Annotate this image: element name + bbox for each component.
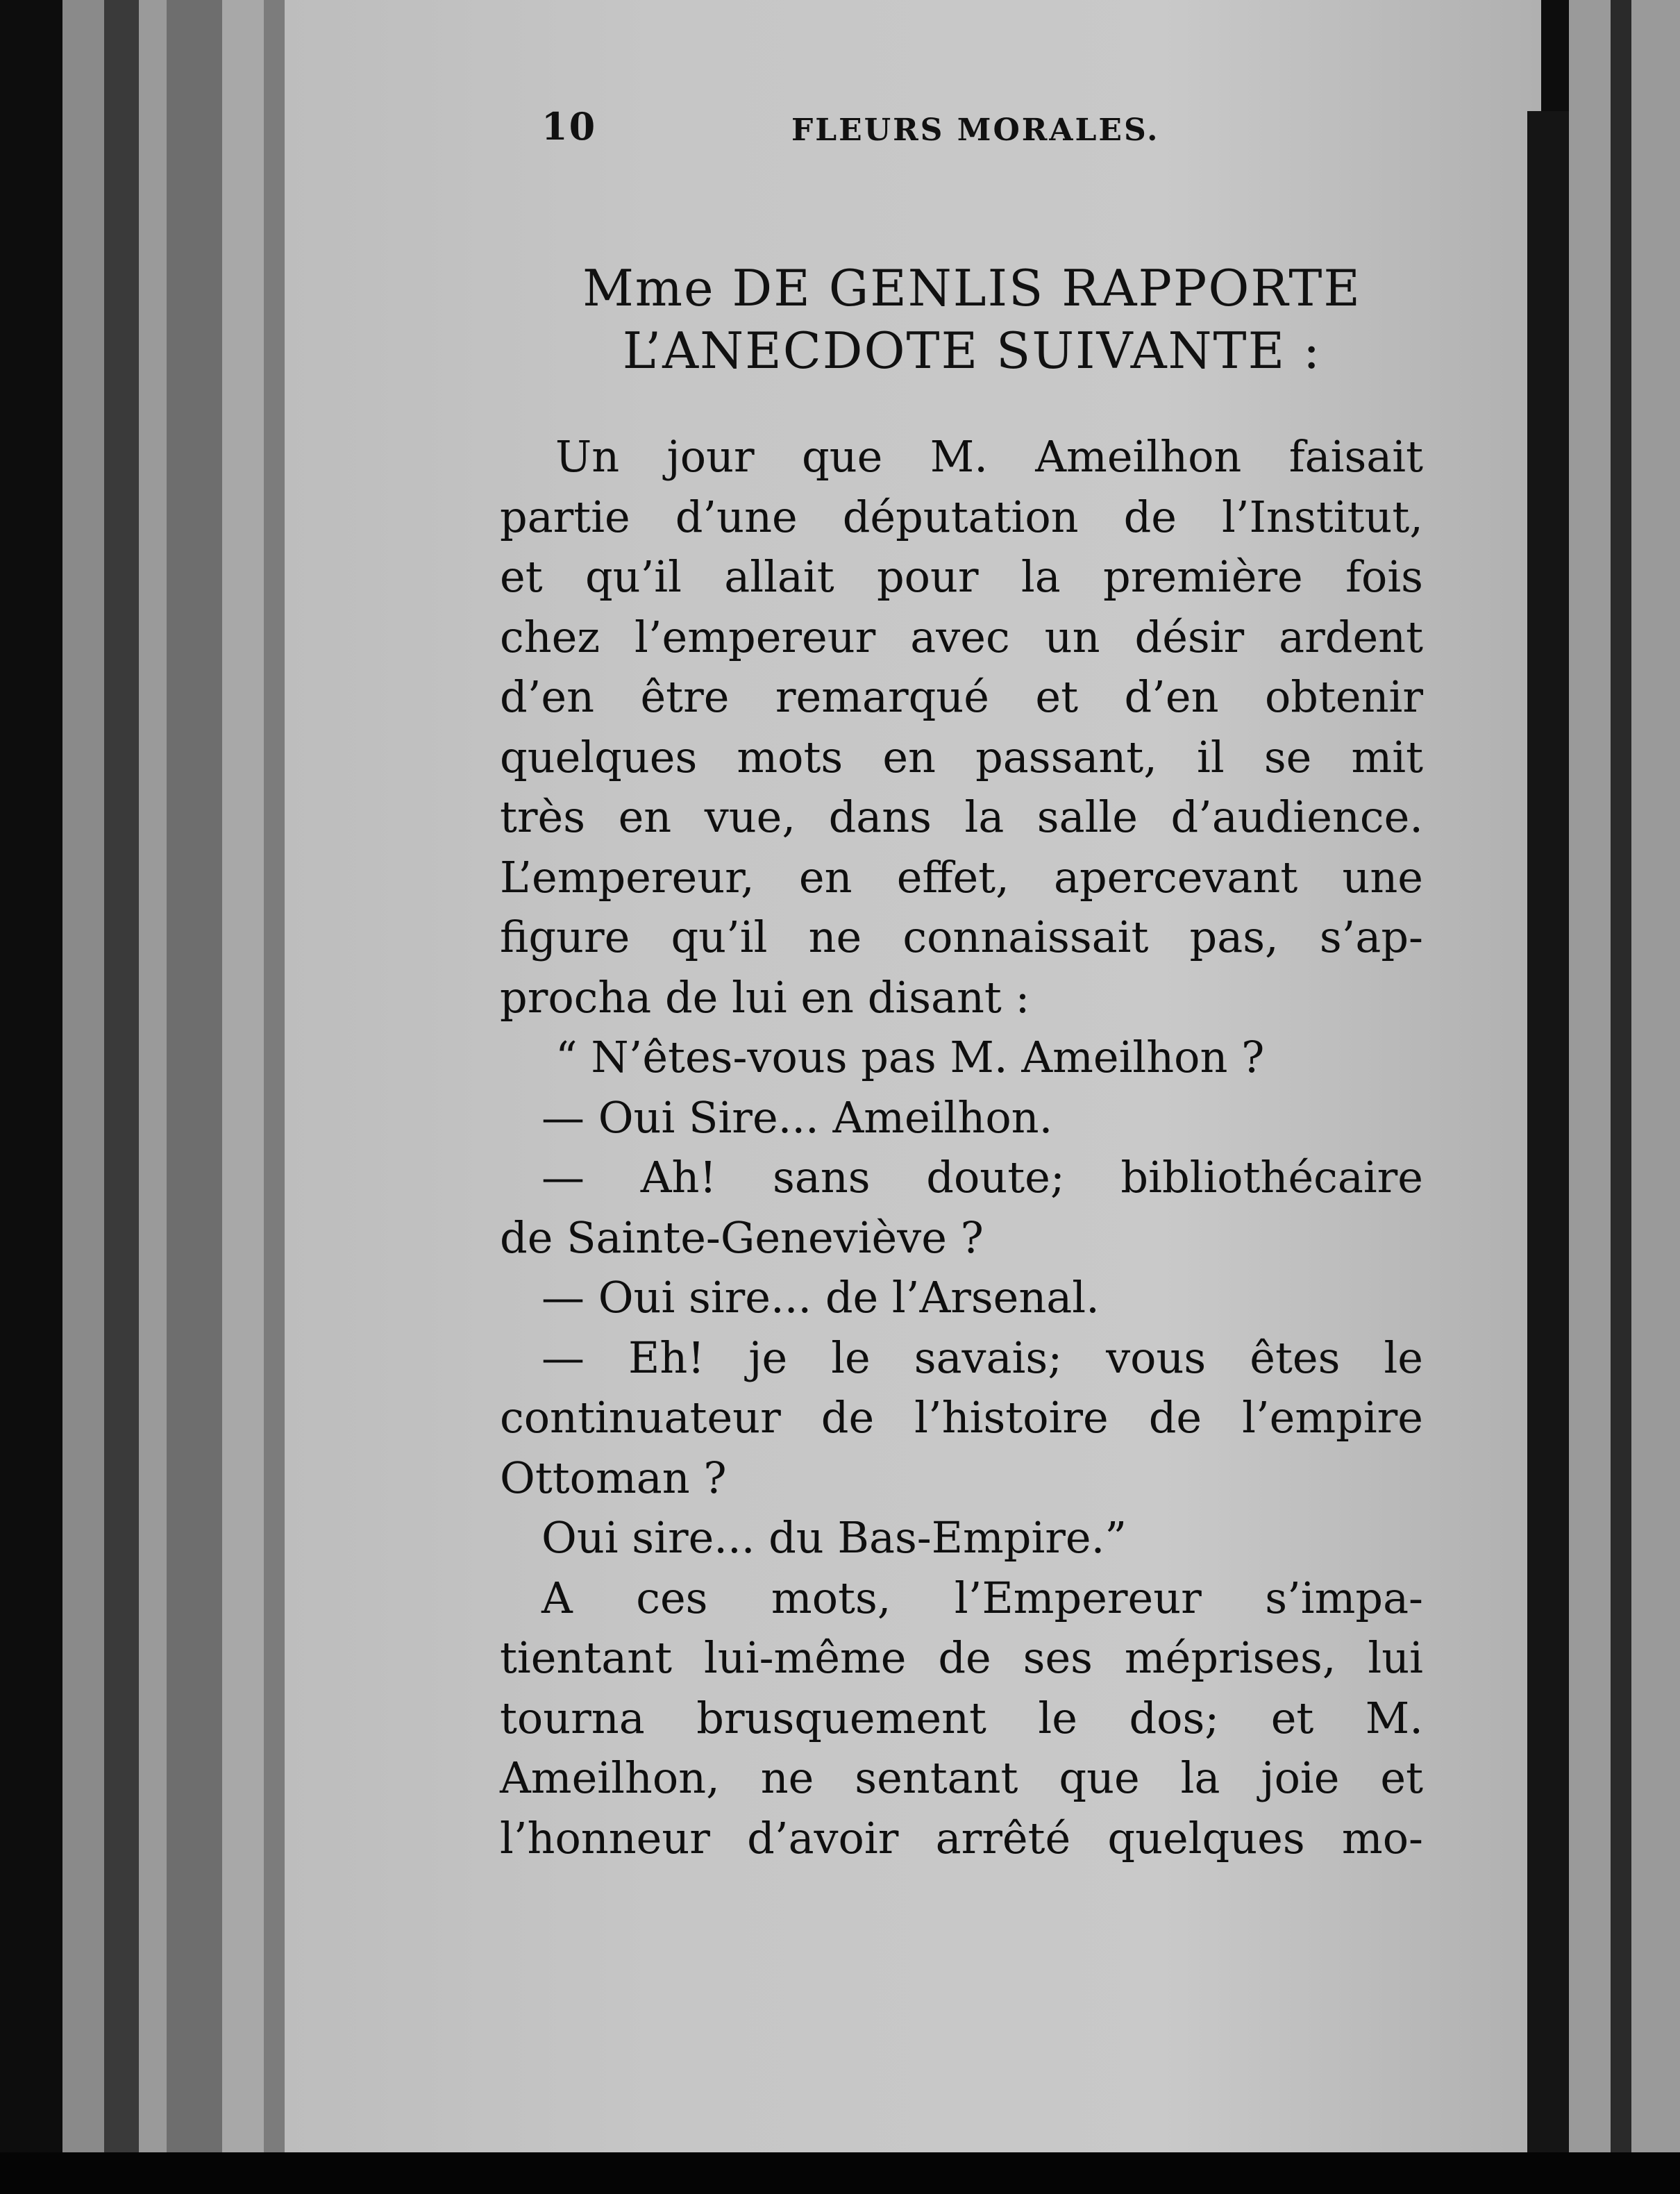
text-line: de Sainte-Geneviève ? — [500, 1212, 984, 1263]
text-line: chez l’empereur avec un désir ardent — [500, 611, 1423, 662]
text-line: partie d’une députation de l’Institut, — [500, 491, 1423, 542]
book-gutter — [1527, 111, 1569, 2166]
page-edge — [104, 0, 139, 2166]
facing-page-shadow — [1611, 0, 1631, 2194]
text-line: et qu’il allait pour la première fois — [500, 551, 1423, 602]
chapter-title — [528, 257, 1416, 382]
text-line: Ameilhon, ne sentant que la joie et — [500, 1752, 1423, 1803]
text-line: “ N’êtes-vous pas M. Ameilhon ? — [555, 1032, 1265, 1082]
running-head: FLEURS MORALES. — [791, 112, 1160, 148]
text-line: tourna brusquement le dos; et M. — [500, 1692, 1423, 1743]
text-line: très en vue, dans la salle d’audience. — [500, 792, 1423, 842]
text-line: Ottoman ? — [500, 1452, 727, 1503]
text-line: procha de lui en disant : — [500, 971, 1030, 1023]
text-line: Oui sire... du Bas-Empire.” — [541, 1512, 1127, 1563]
text-line: — Oui sire... de l’Arsenal. — [541, 1272, 1100, 1323]
page-edge — [62, 0, 104, 2166]
page-edge — [139, 0, 167, 2166]
title-line: Mme DE GENLIS RAPPORTE — [582, 259, 1361, 317]
text-line: Un jour que M. Ameilhon faisait — [555, 431, 1423, 482]
text-line: continuateur de l’histoire de l’empire — [500, 1392, 1423, 1443]
body-text — [500, 427, 1423, 1868]
page-number: 10 — [541, 104, 597, 149]
text-line: figure qu’il ne connaissait pas, s’ap- — [500, 912, 1423, 962]
text-line: d’en être remarqué et d’en obtenir — [500, 671, 1423, 722]
page-edge — [222, 0, 264, 2166]
text-line: l’honneur d’avoir arrêté quelques mo- — [500, 1812, 1423, 1864]
text-line: — Eh! je le savais; vous êtes le — [541, 1332, 1423, 1383]
bottom-shadow — [0, 2152, 1680, 2194]
text-line: A ces mots, l’Empereur s’impa- — [541, 1572, 1423, 1623]
text-line: tientant lui-même de ses méprises, lui — [500, 1632, 1423, 1683]
title-line: L’ANECDOTE SUIVANTE : — [622, 321, 1322, 380]
text-line: — Oui Sire... Ameilhon. — [541, 1091, 1053, 1143]
text-line: — Ah! sans doute; bibliothécaire — [541, 1152, 1423, 1203]
text-line: L’empereur, en effet, apercevant une — [500, 851, 1423, 903]
page-edge — [167, 0, 222, 2166]
text-line: quelques mots en passant, il se mit — [500, 731, 1423, 782]
page-header — [541, 104, 1208, 167]
